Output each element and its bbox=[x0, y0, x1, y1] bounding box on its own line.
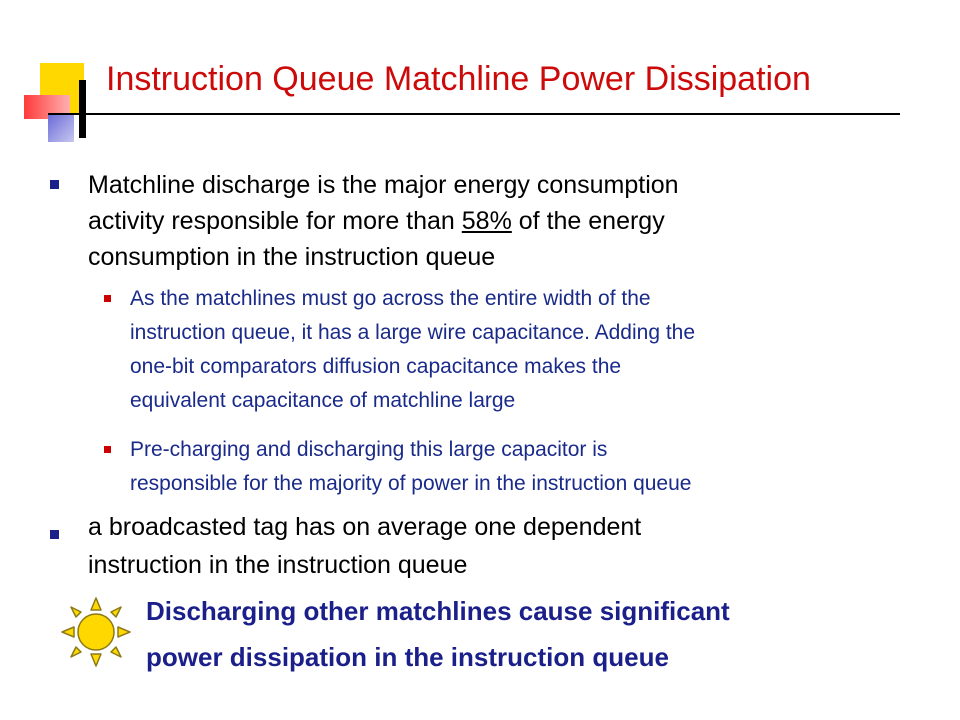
bullet-2-line-2: instruction in the instruction queue bbox=[88, 551, 468, 579]
subbullet-1-line-1: As the matchlines must go across the entire width of the bbox=[130, 287, 651, 310]
subbullet-marker-1 bbox=[104, 295, 111, 302]
bullet-2-line-1: a broadcasted tag has on average one dependent bbox=[88, 513, 642, 541]
bullet-marker-2 bbox=[50, 530, 59, 539]
highlighted-percentage: 58% bbox=[461, 207, 512, 235]
title-divider bbox=[48, 113, 900, 115]
highlight-line-2: power dissipation in the instruction queue bbox=[146, 642, 669, 672]
subbullet-marker-2 bbox=[104, 446, 111, 453]
bullet-1-line-2-text-b: of the energy bbox=[511, 207, 665, 235]
slide-title: Instruction Queue Matchline Power Dissipation bbox=[106, 60, 811, 98]
subbullet-2-line-2: responsible for the majority of power in the instruction queue bbox=[130, 472, 692, 495]
sun-icon bbox=[60, 596, 132, 668]
bullet-1-line-1: Matchline discharge is the major energy consumption bbox=[88, 171, 679, 199]
bullet-1-line-2-text-a: activity responsible for more than bbox=[88, 207, 462, 235]
bullet-1-line-3: consumption in the instruction queue bbox=[88, 243, 496, 271]
highlight-line-1: Discharging other matchlines cause significant bbox=[146, 596, 730, 626]
bullet-1-line-2 bbox=[88, 202, 938, 240]
subbullet-1-line-3: one-bit comparators diffusion capacitance makes the bbox=[130, 355, 622, 378]
subbullet-1-line-2: instruction queue, it has a large wire capacitance. Adding the bbox=[130, 321, 696, 344]
subbullet-1-line-4: equivalent capacitance of matchline large bbox=[130, 389, 516, 412]
slide-logo-icon bbox=[0, 0, 120, 160]
subbullet-2-line-1: Pre-charging and discharging this large capacitor is bbox=[130, 438, 608, 461]
bullet-marker-1 bbox=[50, 180, 59, 189]
